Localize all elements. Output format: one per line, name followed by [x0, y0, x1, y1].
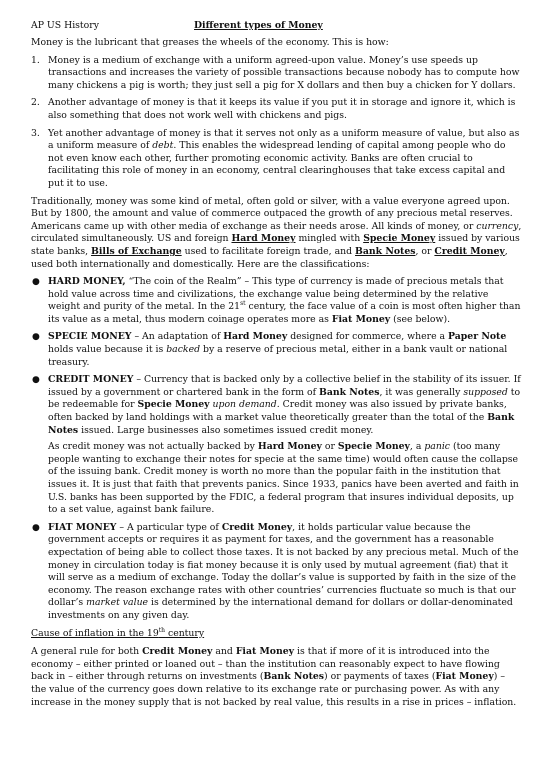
numbered-list — [31, 55, 522, 191]
fiat-money-item: ● FIAT MONEY – A particular type of Credit Money, it holds particular value because the government accepts or requires it as payment for taxes, and the government has a reasonable expectation of being able to collect those taxes. It is not backed by any precious metal. Much of the money in circulation today is fiat money because it is only used by mutual agreement (fiat) that it will serve as a medium of exchange. Today the dollar’s value is supported by faith in the size of the economy. The reason exchange rates with other countries’ currencies fluctuate so much is that our dollar’s market value is determined by the international demand for dollars or dollar-denominated investments on any given day. — [32, 521, 519, 621]
list-item-2: 2. Another advantage of money is that it keeps its value if you put it in storage and ignore it, which is also something that does not work well with chickens and pigs. — [31, 97, 516, 121]
hard-money-item: ● HARD MONEY, “The coin of the Realm” – This type of currency is made of precious metals that hold value across time and civilizations, the exchange value being determined by the relative weight and purity of the metal. In the 21st century, the face value of a coin is most often higher than its value as a metal, thus modern coinage operates more as Fiat Money (see below). — [32, 276, 521, 325]
inflation-heading: Cause of inflation in the 19th century — [31, 626, 205, 639]
page-header — [31, 20, 522, 33]
course-label: AP US History — [31, 20, 99, 31]
classification-list — [31, 276, 522, 437]
classification-list-continued — [31, 522, 522, 623]
list-item-1: 1. Money is a medium of exchange with a uniform agreed-upon value. Money’s use speeds up transactions and increases the variety of possible transactions because nobody has to compute how many chickens a pig is worth; they just sell a pig for X dollars and then buy a chicken for Y dollars. — [31, 54, 520, 91]
inflation-paragraph: A general rule for both Credit Money and Fiat Money is that if more of it is introduced into the economy – either printed or loaned out – than the institution can reasonably expect to have flowing back in – either through returns on investments (Bank Notes) or payments of taxes (Fiat Money) – the value of the currency goes down relative to its exchange rate or purchasing power. As with any increase in the money supply that is not backed by real value, this results in a rise in prices – inflation. — [31, 646, 517, 708]
document-body — [31, 20, 522, 709]
bullet-icon: ● — [32, 375, 40, 386]
traditional-money-paragraph: Traditionally, money was some kind of metal, often gold or silver, with a value everyone agreed upon. But by 1800, the amount and value of commerce outpaced the growth of any precious metal reserves. Americans came up with other media of exchange as their needs arose. All kinds of money, or currency, circulated simultaneously. US and foreign Hard Money mingled with Specie Money issued by various state banks, Bills of Exchange used to facilitate foreign trade, and Bank Notes, or Credit Money, used both internationally and domestically. Here are the classifications: — [31, 195, 522, 270]
document-title: Different types of Money — [194, 20, 323, 31]
bullet-icon: ● — [32, 332, 40, 343]
list-item-3: 3. Yet another advantage of money is that it serves not only as a uniform measure of value, but also as a uniform measure of debt. This enables the widespread lending of capital among people who do not even know each other, further promoting economic activity. Banks are often crucial to facilitating this role of money in an economy, central clearinghouses that take excess capital and put it to use. — [31, 127, 520, 189]
intro-paragraph: Money is the lubricant that greases the wheels of the economy. This is how: — [31, 37, 389, 48]
bullet-icon: ● — [32, 277, 40, 288]
credit-money-item: ● CREDIT MONEY – Currency that is backed only by a collective belief in the stability of its issuer. If issued by a government or chartered bank in the form of Bank Notes, it was generally supposed to be redeemable for Specie Money upon demand. Credit money was also issued by private banks, often backed by land holdings with a market value theoretically greater than the total of the Bank Notes issued. Large businesses also sometimes issued credit money. — [32, 374, 521, 436]
credit-money-panic-paragraph: As credit money was not actually backed by Hard Money or Specie Money, a panic (too many people wanting to exchange their notes for specie at the same time) would often cause the collapse of the issuing bank. Credit money is worth no more than the popular faith in the institution that issues it. It is just that faith that prevents panics. Since 1933, panics have been averted and faith in U.S. banks has been supported by the FDIC, a federal program that insures individual deposits, up to a set value, against bank failure. — [48, 441, 519, 516]
bullet-icon: ● — [32, 522, 40, 533]
specie-money-item: ● SPECIE MONEY – An adaptation of Hard Money designed for commerce, where a Paper Note holds value because it is backed by a reserve of precious metal, either in a bank vault or national treasury. — [32, 331, 508, 368]
